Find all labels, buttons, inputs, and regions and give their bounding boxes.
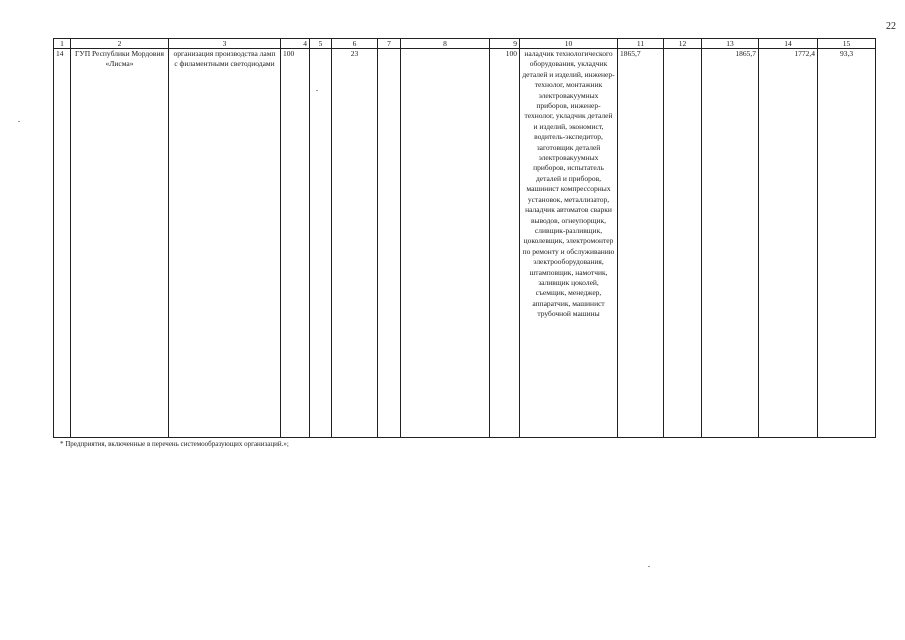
data-table (53, 38, 876, 438)
project-cell: организация производства ламп с филаментными светодиодами (169, 49, 281, 438)
table-header-row (54, 39, 876, 49)
value-cell-6: 23 (332, 49, 378, 438)
value-cell-14: 1772,4 (759, 49, 818, 438)
value-cell-8 (401, 49, 490, 438)
scan-speck (316, 90, 318, 91)
value-cell-13: 1865,7 (702, 49, 759, 438)
header-cell: 6 (332, 39, 378, 49)
scan-speck (18, 121, 20, 122)
header-cell: 1 (54, 39, 71, 49)
header-cell: 5 (310, 39, 332, 49)
value-cell-15: 93,3 (818, 49, 876, 438)
header-cell: 12 (664, 39, 702, 49)
scan-speck (648, 566, 650, 567)
table-row (54, 49, 876, 438)
header-cell: 2 (71, 39, 169, 49)
page-number: 22 (886, 21, 896, 32)
header-cell: 7 (378, 39, 401, 49)
value-cell-9: 100 (490, 49, 520, 438)
header-cell: 14 (759, 39, 818, 49)
organization-cell: ГУП Республики Мордовия «Лисма» (71, 49, 169, 438)
footnote: * Предприятия, включенные в перечень системообразующих организаций.»; (60, 440, 289, 448)
header-cell: 9 (490, 39, 520, 49)
header-cell: 11 (618, 39, 664, 49)
header-cell: 15 (818, 39, 876, 49)
professions-cell: наладчик технологического оборудования, укладчик деталей и изделий, инженер-технолог, монтажник электровакуумных приборов, инженер-технолог, укладчик деталей и изделий, экономист, водитель-экспедитор, заготовщик деталей электровакуумных приборов, испытатель деталей и приборов, машинист компрессорных установок, металлизатор, наладчик автоматов сварки выводов, огнеупорщик, сливщик-разливщик, цоколевщик, электромонтер по ремонту и обслуживанию электрооборудования, штамповщик, намотчик, заливщик цоколей, съемщик, менеджер, аппаратчик, машинист трубочной машины (520, 49, 618, 438)
value-cell-4: 100 (281, 49, 310, 438)
header-cell: 3 (169, 39, 281, 49)
value-cell-12 (664, 49, 702, 438)
header-cell: 4 (281, 39, 310, 49)
header-cell: 13 (702, 39, 759, 49)
header-cell: 8 (401, 39, 490, 49)
row-number-cell: 14 (54, 49, 71, 438)
value-cell-11: 1865,7 (618, 49, 664, 438)
value-cell-7 (378, 49, 401, 438)
header-cell: 10 (520, 39, 618, 49)
value-cell-5 (310, 49, 332, 438)
